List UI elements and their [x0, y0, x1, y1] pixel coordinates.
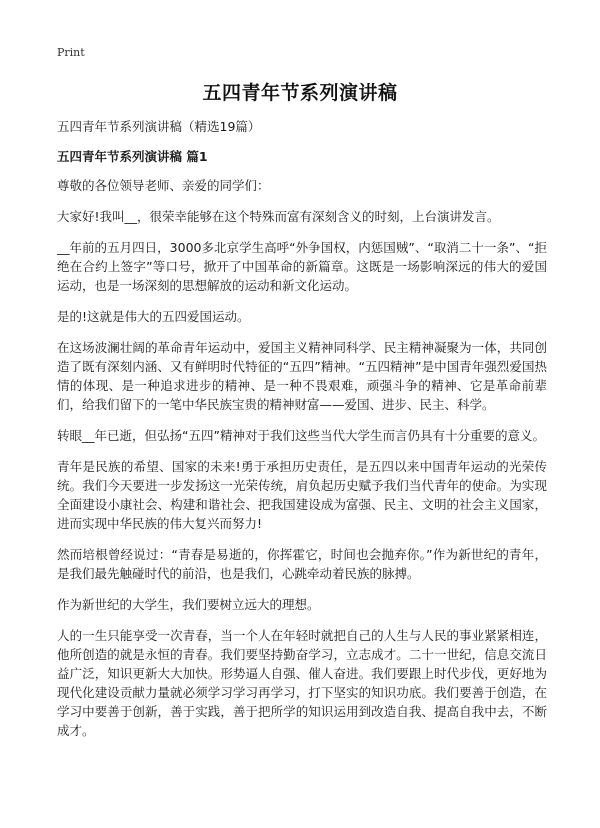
body-paragraph: 大家好!我叫__，很荣幸能够在这个特殊而富有深刻含义的时刻，上台演讲发言。	[57, 209, 500, 224]
body-paragraph: 作为新世纪的大学生，我们要树立远大的理想。	[57, 597, 320, 612]
document-subtitle: 五四青年节系列演讲稿（精选19篇）	[57, 119, 261, 134]
body-paragraph: 然而培根曾经说过：“青春是易逝的，你挥霍它，时间也会抛弃你。”作为新世纪的青年，是我们最先触碰时代的前沿，也是我们，心跳牵动着民族的脉搏。	[57, 547, 547, 581]
body-paragraph: 转眼__年已逝，但弘扬“五四”精神对于我们这些当代大学生而言仍具有十分重要的意义。	[57, 428, 545, 443]
section-heading: 五四青年节系列演讲稿 篇1	[57, 149, 208, 164]
body-paragraph: 青年是民族的希望、国家的未来!勇于承担历史责任，是五四以来中国青年运动的光荣传统。我们今天要进一步发扬这一光荣传统，肩负起历史赋予我们当代青年的使命。为实现全面建设小康社会、构建和谐社会、把我国建设成为富强、民主、文明的社会主义国家，进而实现中华民族的伟大复兴而努力!	[57, 459, 547, 531]
document-body	[57, 118, 547, 752]
body-paragraph: 在这场波澜壮阔的革命青年运动中，爱国主义精神同科学、民主精神凝聚为一体，共同创造了既有深刻内涵、又有鲜明时代特征的“五四”精神。“五四精神”是中国青年强烈爱国热情的体现、是一种追求进步的精神、是一种不畏艰难，顽强斗争的精神、它是革命前辈们，给我们留下的一笔中华民族宝贵的精神财富——爱国、进步、民主、科学。	[57, 340, 547, 412]
body-paragraph: 是的!这就是伟大的五四爱国运动。	[57, 309, 250, 324]
page-title: 五四青年节系列演讲稿	[202, 82, 398, 104]
salutation-paragraph: 尊敬的各位领导老师、亲爱的同学们：	[57, 178, 270, 193]
body-paragraph: 人的一生只能享受一次青春，当一个人在年轻时就把自己的人生与人民的事业紧紧相连，他所创造的就是永恒的青春。我们要坚持勤奋学习，立志成才。二十一世纪，信息交流日益广泛，知识更新大大加快。形势逼人自强、催人奋进。我们要跟上时代步伐，更好地为现代化建设贡献力量就必须学习学习再学习，打下坚实的知识功底。我们要善于创造，在学习中要善于创新，善于实践，善于把所学的知识运用到改造自我、提高自我中去，不断成才。	[57, 628, 547, 738]
print-link[interactable]: Print	[57, 46, 85, 59]
body-paragraph: __年前的五月四日，3000多北京学生高呼“外争国权，内惩国贼”、“取消二十一条”、“拒绝在合约上签字”等口号，掀开了中国革命的新篇章。这既是一场影响深远的伟大的爱国运动，也是一场深刻的思想解放的运动和新文化运动。	[57, 240, 547, 293]
